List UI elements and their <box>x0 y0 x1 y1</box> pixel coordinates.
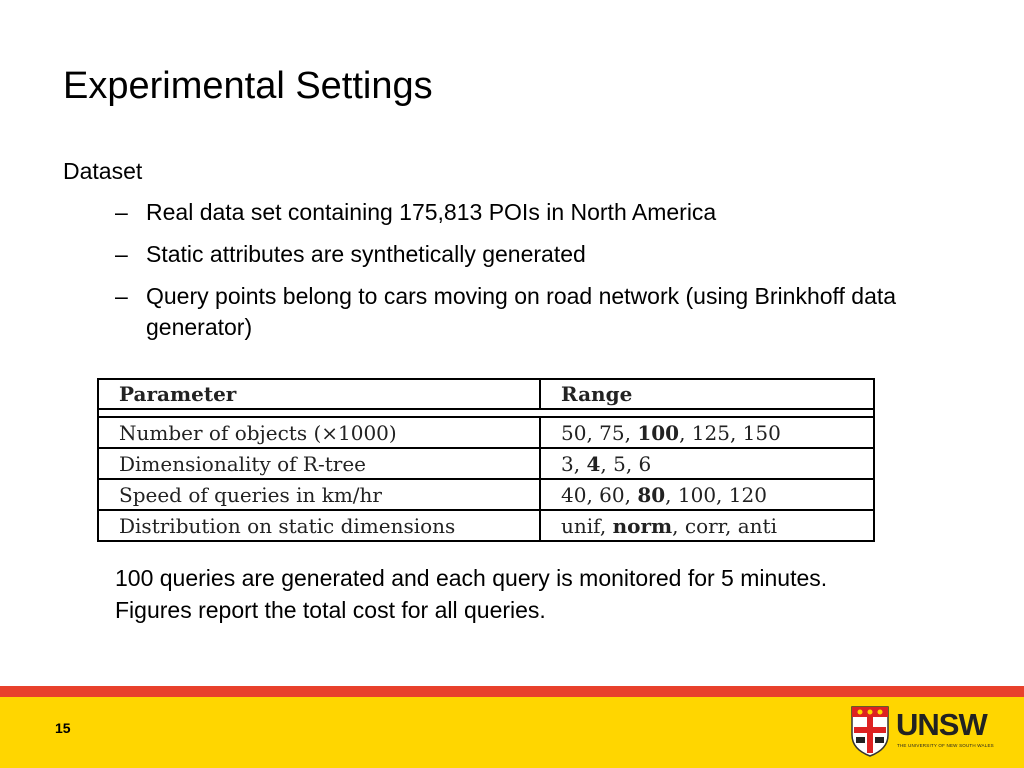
bullet-item <box>115 197 915 228</box>
note-text: 100 queries are generated and each query is monitored for 5 minutes. Figures report the total cost for all queries. <box>115 565 828 623</box>
slide-title: Experimental Settings <box>63 65 433 107</box>
range-cell: 50, 75, 100, 125, 150 <box>540 417 874 448</box>
unsw-logo <box>850 705 1010 759</box>
footer-red-band <box>0 686 1024 697</box>
default-value: 100 <box>637 420 680 445</box>
bullet-dash: – <box>115 283 128 309</box>
bullet-item <box>115 239 915 270</box>
bullet-item <box>115 281 915 343</box>
bullet-list <box>115 197 915 354</box>
range-cell: unif, norm, corr, anti <box>540 510 874 541</box>
bullet-text: Real data set containing 175,813 POIs in North America <box>146 199 717 225</box>
bullet-dash: – <box>115 199 128 225</box>
page-number: 15 <box>55 720 71 736</box>
default-value: 80 <box>637 482 666 507</box>
parameter-cell: Distribution on static dimensions <box>98 510 540 541</box>
default-value: norm <box>612 513 673 538</box>
parameter-cell: Speed of queries in km/hr <box>98 479 540 510</box>
parameter-cell: Number of objects (×1000) <box>98 417 540 448</box>
bullet-text: Static attributes are synthetically generated <box>146 241 586 267</box>
bullet-text: Query points belong to cars moving on road network (using Brinkhoff data generator) <box>146 283 897 340</box>
table-row <box>98 417 874 448</box>
parameter-table <box>97 378 875 542</box>
table-row <box>98 448 874 479</box>
default-value: 4 <box>586 451 601 476</box>
footer-bar <box>0 697 1024 768</box>
unsw-crest-icon <box>850 705 890 757</box>
range-cell: 3, 4, 5, 6 <box>540 448 874 479</box>
header-separator <box>98 409 874 417</box>
column-header-range: Range <box>540 379 874 409</box>
range-cell: 40, 60, 80, 100, 120 <box>540 479 874 510</box>
table-row <box>98 479 874 510</box>
section-heading-dataset: Dataset <box>63 158 143 184</box>
bullet-dash: – <box>115 241 128 267</box>
logo-wordmark: UNSW <box>896 707 987 742</box>
table-row <box>98 510 874 541</box>
column-header-parameter: Parameter <box>98 379 540 409</box>
parameter-cell: Dimensionality of R-tree <box>98 448 540 479</box>
logo-tagline: THE UNIVERSITY OF NEW SOUTH WALES <box>897 743 994 748</box>
